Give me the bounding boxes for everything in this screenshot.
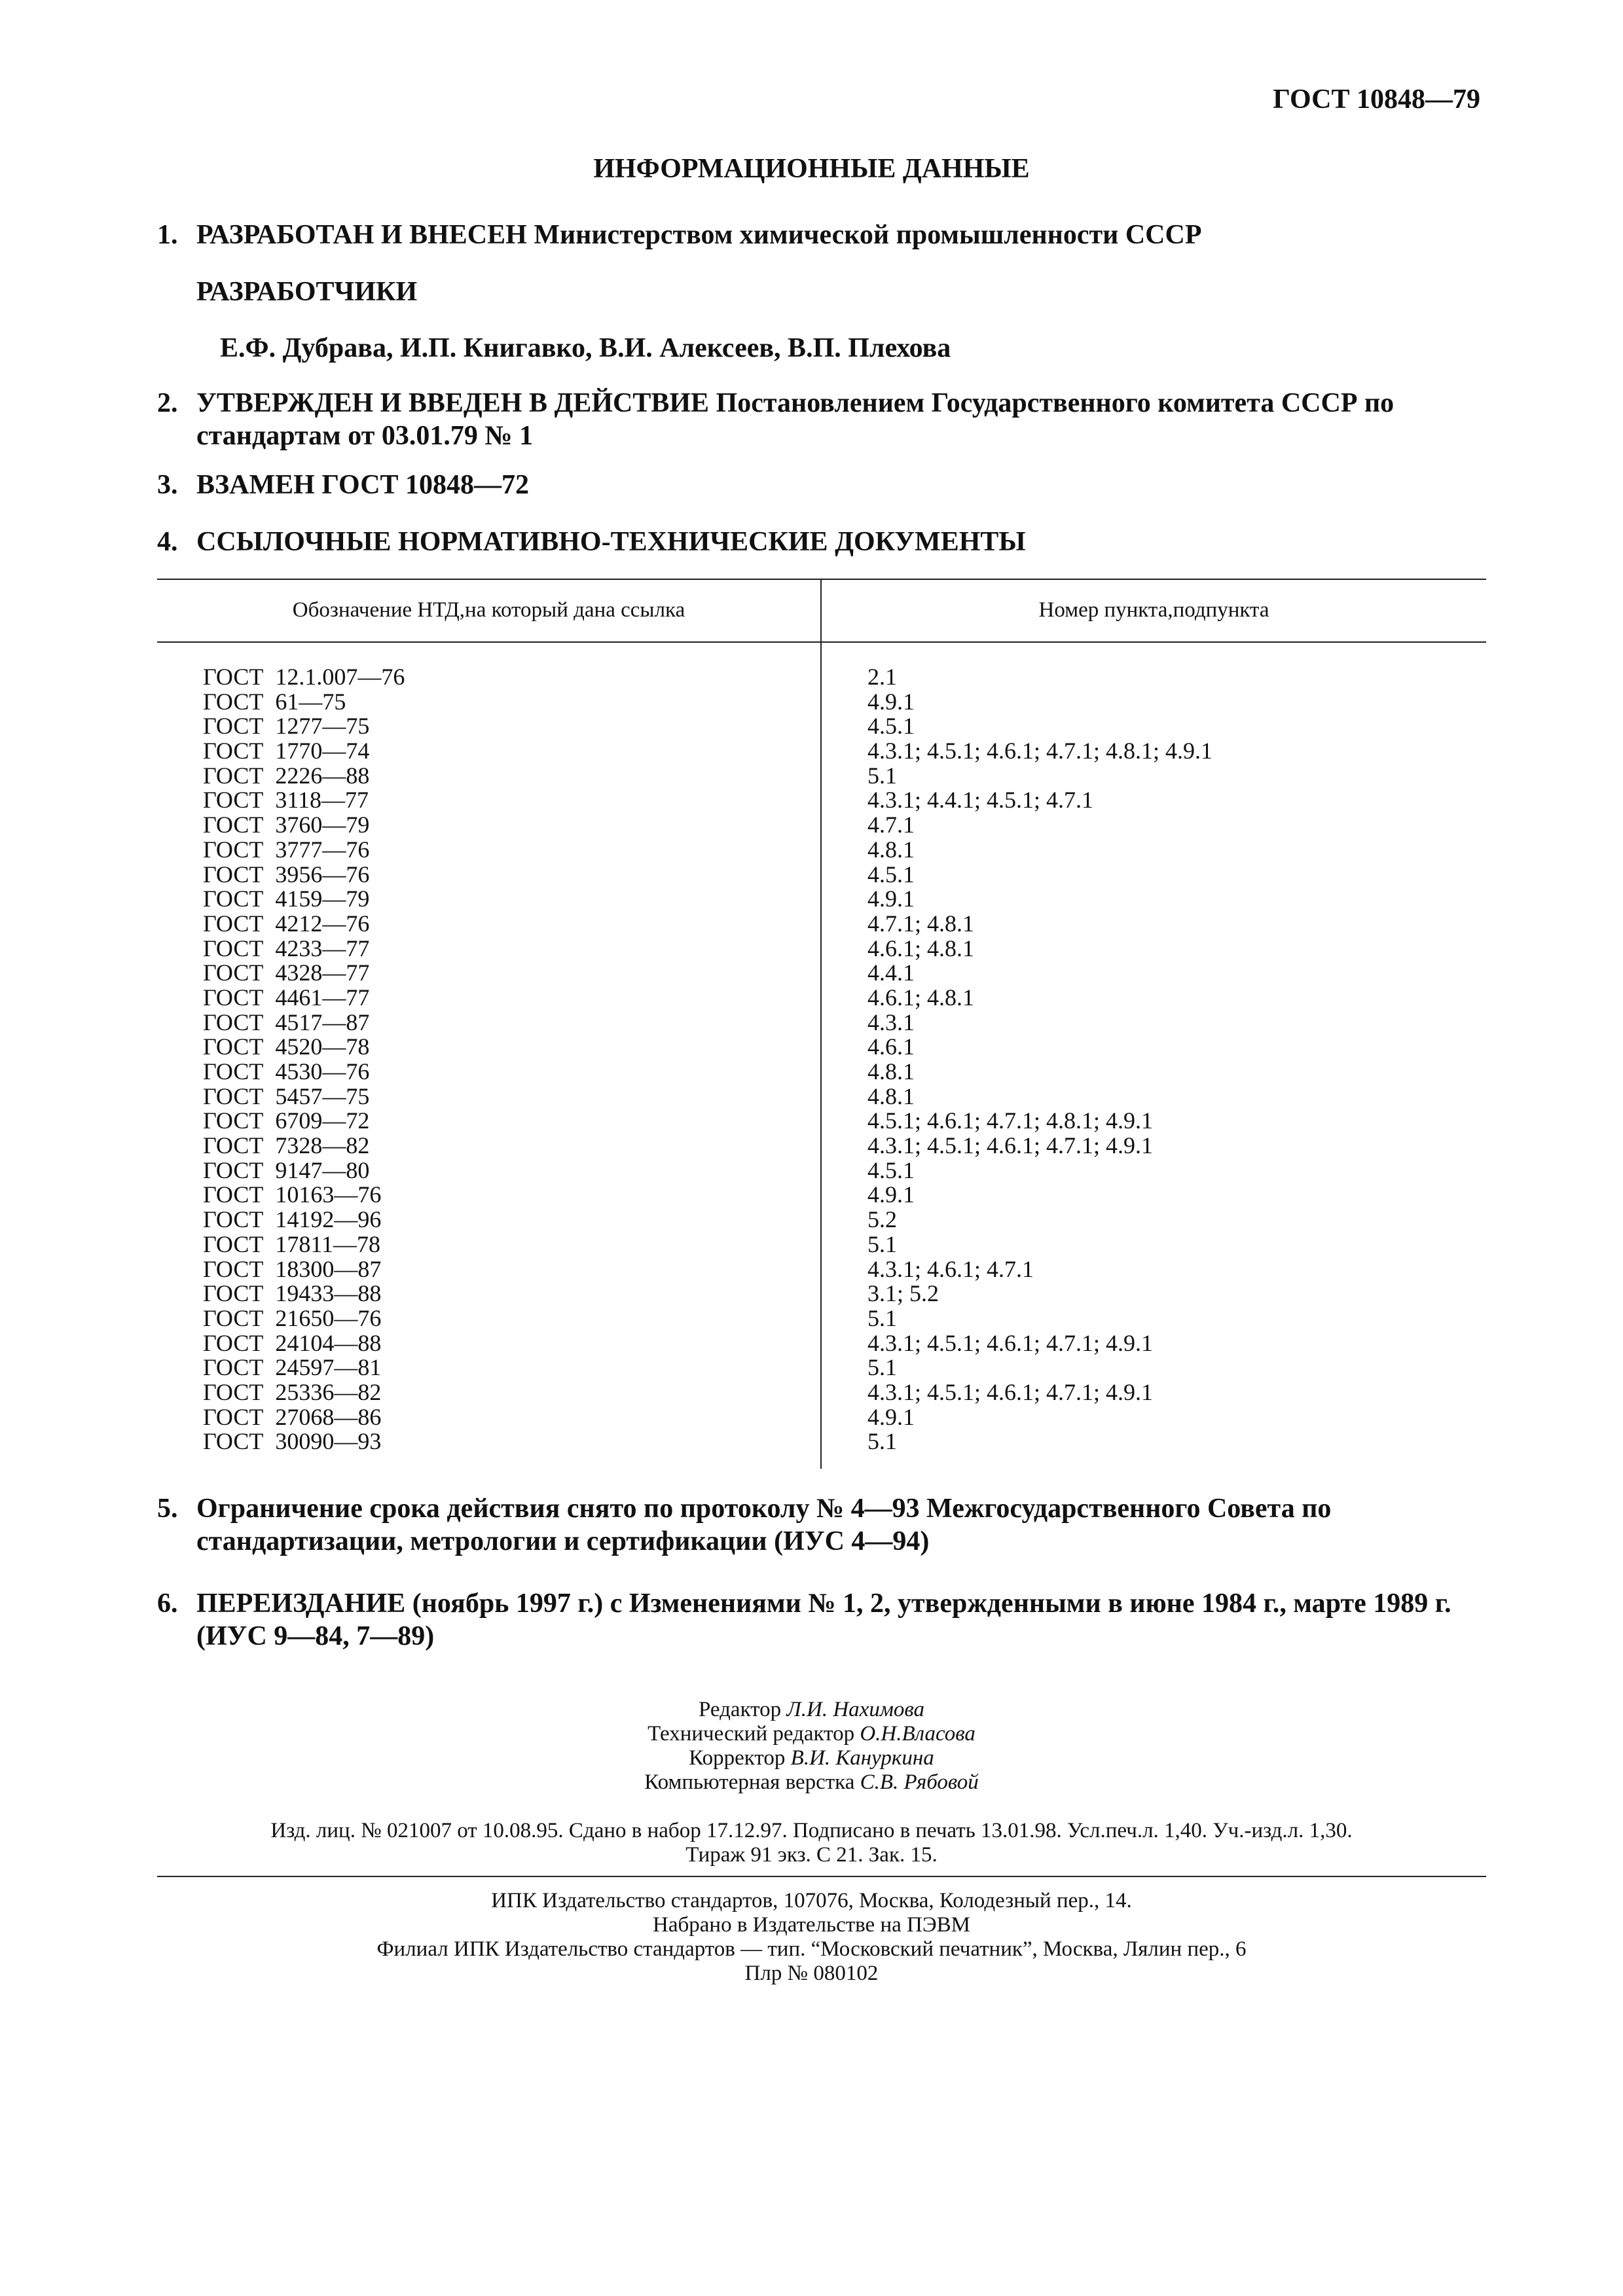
publisher-line: ИПК Издательство стандартов, 107076, Москва, Колодезный пер., 14.: [491, 1889, 1132, 1912]
publication-info: [0, 1819, 1623, 1867]
table-row: [157, 1183, 1486, 1208]
reference-clauses: 4.5.1: [867, 713, 915, 740]
publisher-line: Филиал ИПК Издательство стандартов — тип. “Московский печатник”, Москва, Лялин пер., 6: [376, 1937, 1247, 1961]
reference-document: ГОСТ 12.1.007—76: [203, 664, 405, 690]
table-row: [157, 665, 1486, 690]
credit-layout: [0, 1770, 1623, 1795]
reference-document: ГОСТ 4212—76: [203, 910, 370, 937]
table-row: [157, 1380, 1486, 1405]
reference-document: ГОСТ 10163—76: [203, 1181, 382, 1208]
reference-document: ГОСТ 3956—76: [203, 861, 370, 888]
table-body: [157, 665, 1486, 1454]
table-row: [157, 961, 1486, 986]
item-number: 3.: [157, 470, 178, 500]
item-text: Постановлением Государственного комитета СССР по стандартам от 03.01.79 № 1: [196, 388, 1395, 451]
table-row: [157, 986, 1486, 1011]
table-row: [157, 1405, 1486, 1430]
credit-role: Компьютерная верстка: [644, 1770, 855, 1794]
reference-document: ГОСТ 9147—80: [203, 1157, 370, 1183]
table-row: [157, 764, 1486, 789]
table-row: [157, 690, 1486, 715]
reference-document: ГОСТ 5457—75: [203, 1083, 370, 1109]
reference-document: ГОСТ 30090—93: [203, 1428, 382, 1455]
credit-role: Корректор: [689, 1746, 786, 1770]
item-text: ВЗАМЕН ГОСТ 10848—72: [196, 470, 530, 500]
reference-document: ГОСТ 14192—96: [203, 1206, 382, 1233]
reference-clauses: 4.8.1: [867, 836, 915, 863]
reference-document: ГОСТ 21650—76: [203, 1304, 382, 1331]
reference-document: ГОСТ 7328—82: [203, 1132, 370, 1159]
reference-document: ГОСТ 4461—77: [203, 984, 370, 1011]
reference-clauses: 4.3.1; 4.4.1; 4.5.1; 4.7.1: [867, 787, 1094, 814]
table-row: [157, 1331, 1486, 1356]
reference-clauses: 4.5.1: [867, 1157, 915, 1183]
reference-document: ГОСТ 4159—79: [203, 886, 370, 912]
column-header-clause: Номер пункта,подпункта: [1038, 598, 1269, 622]
credit-role: Технический редактор: [647, 1722, 855, 1746]
table-row: [157, 1109, 1486, 1134]
item-validity: [157, 1492, 1486, 1558]
item-references: [157, 526, 1486, 558]
reference-document: ГОСТ 17811—78: [203, 1230, 381, 1257]
table-row: [157, 1257, 1486, 1282]
reference-document: ГОСТ 4520—78: [203, 1033, 370, 1060]
credit-person: О.Н.Власова: [860, 1722, 976, 1746]
credit-person: В.И. Кануркина: [790, 1746, 934, 1770]
item-number: 2.: [157, 388, 178, 418]
item-lead: ПЕРЕИЗДАНИЕ: [196, 1588, 406, 1619]
credit-tech-editor: [0, 1722, 1623, 1746]
reference-document: ГОСТ 4233—77: [203, 935, 370, 961]
table-row: [157, 1355, 1486, 1380]
table-row: [157, 912, 1486, 937]
reference-clauses: 4.8.1: [867, 1083, 915, 1109]
reference-document: ГОСТ 6709—72: [203, 1107, 370, 1134]
item-reissue: [157, 1587, 1486, 1653]
credit-role: Редактор: [699, 1698, 782, 1721]
reference-clauses: 4.4.1: [867, 960, 915, 986]
developers-label: РАЗРАБОТЧИКИ: [196, 277, 418, 307]
standard-number: ГОСТ 10848—79: [1273, 84, 1480, 115]
imprint-rule: [157, 1876, 1486, 1877]
table-row: [157, 1429, 1486, 1454]
table-row: [157, 1035, 1486, 1060]
item-text: (ноябрь 1997 г.) с Изменениями № 1, 2, утвержденными в июне 1984 г., марте 1989 г. (ИУС 9—84, 7—89): [196, 1588, 1451, 1651]
reference-clauses: 4.9.1: [867, 1181, 915, 1208]
item-text: ССЫЛОЧНЫЕ НОРМАТИВНО-ТЕХНИЧЕСКИЕ ДОКУМЕНТЫ: [196, 527, 1026, 557]
table-row: [157, 887, 1486, 912]
reference-clauses: 5.1: [867, 1230, 897, 1257]
reference-clauses: 4.3.1; 4.5.1; 4.6.1; 4.7.1; 4.9.1: [867, 1378, 1154, 1405]
reference-clauses: 4.7.1: [867, 812, 915, 838]
reference-clauses: 4.5.1: [867, 861, 915, 888]
reference-clauses: 5.1: [867, 1428, 897, 1455]
table-row: [157, 838, 1486, 863]
table-row: [157, 739, 1486, 764]
item-number: 1.: [157, 220, 178, 250]
item-lead: УТВЕРЖДЕН И ВВЕДЕН В ДЕЙСТВИЕ: [196, 388, 710, 418]
reference-document: ГОСТ 27068—86: [203, 1403, 382, 1430]
table-row: [157, 1208, 1486, 1232]
reference-document: ГОСТ 24597—81: [203, 1354, 382, 1381]
reference-document: ГОСТ 4530—76: [203, 1058, 370, 1085]
publication-line: Тираж 91 экз. С 21. Зак. 15.: [685, 1843, 938, 1867]
table-row: [157, 1306, 1486, 1331]
reference-clauses: 5.1: [867, 1304, 897, 1331]
publisher-line: Плр № 080102: [744, 1962, 879, 1985]
reference-clauses: 4.6.1; 4.8.1: [867, 935, 975, 961]
reference-clauses: 4.3.1; 4.5.1; 4.6.1; 4.7.1; 4.8.1; 4.9.1: [867, 738, 1213, 764]
credits-block: [0, 1698, 1623, 1795]
reference-clauses: 3.1; 5.2: [867, 1280, 939, 1307]
reference-clauses: 5.1: [867, 1354, 897, 1381]
reference-document: ГОСТ 3118—77: [203, 787, 369, 814]
item-text: Министерством химической промышленности СССР: [534, 220, 1202, 250]
reference-document: ГОСТ 1277—75: [203, 713, 370, 740]
item-lead: РАЗРАБОТАН И ВНЕСЕН: [196, 220, 527, 250]
reference-clauses: 4.3.1; 4.6.1; 4.7.1: [867, 1255, 1034, 1282]
publication-line: Изд. лиц. № 021007 от 10.08.95. Сдано в набор 17.12.97. Подписано в печать 13.01.98. Усл.печ.л. 1,40. Уч.-изд.л. 1,30.: [270, 1819, 1353, 1842]
item-approved: [157, 387, 1486, 452]
reference-clauses: 5.2: [867, 1206, 897, 1233]
table-header-rule: [157, 641, 1486, 643]
reference-document: ГОСТ 2226—88: [203, 762, 370, 789]
developers-list: Е.Ф. Дубрава, И.П. Книгавко, В.И. Алексеев, В.П. Плехова: [220, 333, 951, 363]
table-row: [157, 1085, 1486, 1109]
reference-document: ГОСТ 24104—88: [203, 1329, 382, 1356]
credit-person: Л.И. Нахимова: [786, 1698, 924, 1721]
reference-document: ГОСТ 4328—77: [203, 960, 370, 986]
reference-clauses: 4.3.1; 4.5.1; 4.6.1; 4.7.1; 4.9.1: [867, 1329, 1154, 1356]
reference-table: [157, 579, 1486, 1469]
credit-proofreader: [0, 1746, 1623, 1770]
reference-clauses: 4.6.1: [867, 1033, 915, 1060]
reference-document: ГОСТ 25336—82: [203, 1378, 382, 1405]
reference-clauses: 4.9.1: [867, 1403, 915, 1430]
reference-clauses: 4.9.1: [867, 886, 915, 912]
table-row: [157, 1060, 1486, 1085]
reference-clauses: 4.5.1; 4.6.1; 4.7.1; 4.8.1; 4.9.1: [867, 1107, 1154, 1134]
page-title: ИНФОРМАЦИОННЫЕ ДАННЫЕ: [593, 154, 1030, 184]
reference-clauses: 2.1: [867, 664, 897, 690]
reference-clauses: 4.3.1; 4.5.1; 4.6.1; 4.7.1; 4.9.1: [867, 1132, 1154, 1159]
reference-clauses: 4.8.1: [867, 1058, 915, 1085]
reference-document: ГОСТ 3760—79: [203, 812, 370, 838]
item-number: 5.: [157, 1494, 178, 1524]
reference-clauses: 4.6.1; 4.8.1: [867, 984, 975, 1011]
item-replaces: [157, 469, 1486, 501]
credit-person: С.В. Рябовой: [860, 1770, 979, 1794]
table-top-rule: [157, 579, 1486, 580]
table-row: [157, 1011, 1486, 1035]
credit-editor: [0, 1698, 1623, 1722]
publisher-info: [0, 1889, 1623, 1986]
reference-document: ГОСТ 18300—87: [203, 1255, 382, 1282]
reference-document: ГОСТ 61—75: [203, 688, 346, 715]
table-row: [157, 863, 1486, 888]
table-row: [157, 1134, 1486, 1158]
item-number: 4.: [157, 527, 178, 557]
reference-document: ГОСТ 4517—87: [203, 1009, 370, 1035]
item-number: 6.: [157, 1588, 178, 1619]
item-text: Ограничение срока действия снято по протоколу № 4—93 Межгосударственного Совета по стандартизации, метрологии и сертификации (ИУС 4—94): [196, 1494, 1332, 1556]
reference-document: ГОСТ 1770—74: [203, 738, 370, 764]
table-row: [157, 1282, 1486, 1306]
table-row: [157, 788, 1486, 813]
publisher-line: Набрано в Издательстве на ПЭВМ: [653, 1913, 970, 1937]
column-header-document: Обозначение НТД,на который дана ссылка: [292, 598, 685, 622]
reference-clauses: 4.9.1: [867, 688, 915, 715]
reference-clauses: 5.1: [867, 762, 897, 789]
table-row: [157, 813, 1486, 838]
table-row: [157, 1232, 1486, 1257]
table-row: [157, 714, 1486, 739]
table-row: [157, 937, 1486, 961]
reference-clauses: 4.7.1; 4.8.1: [867, 910, 975, 937]
reference-document: ГОСТ 19433—88: [203, 1280, 382, 1307]
reference-document: ГОСТ 3777—76: [203, 836, 370, 863]
reference-clauses: 4.3.1: [867, 1009, 915, 1035]
table-row: [157, 1158, 1486, 1183]
item-developed: [157, 219, 1486, 251]
